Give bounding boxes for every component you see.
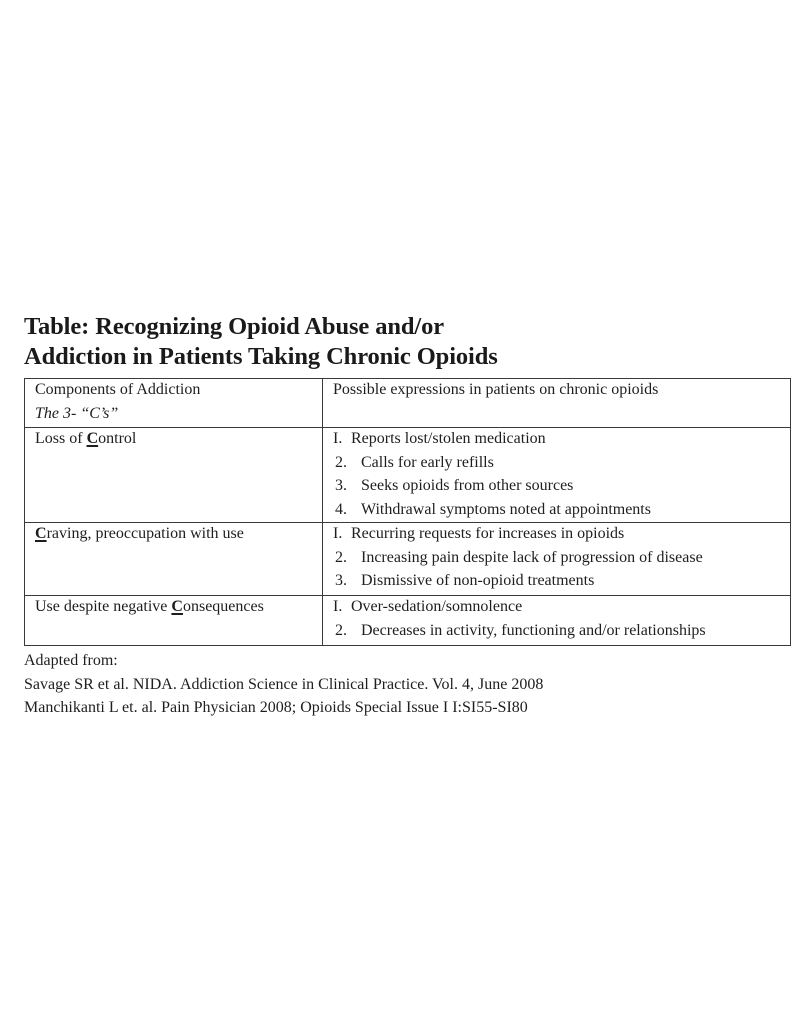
list-marker: 4. [335, 500, 347, 518]
list-marker: 2. [335, 548, 347, 566]
header-expressions [323, 379, 791, 428]
expression-text: Recurring requests for increases in opioids [351, 525, 625, 542]
header-components-label: Components of Addiction [35, 381, 201, 398]
component-key-letter: C [86, 430, 99, 447]
table-title-line-2: Addiction in Patients Taking Chronic Opioids [24, 343, 498, 370]
component-label [35, 428, 322, 452]
list-marker: 3. [335, 572, 347, 589]
list-marker: 2. [335, 453, 347, 471]
list-marker: I. [333, 598, 343, 615]
table-header-row [25, 379, 791, 428]
header-three-cs: The 3- “C’s” [35, 404, 119, 422]
component-key-letter: C [35, 525, 47, 542]
expressions-cell [323, 523, 791, 596]
expression-text: Calls for early refills [361, 453, 494, 471]
list-marker: I. [333, 430, 343, 447]
table-row-craving [25, 523, 791, 596]
component-cell [25, 523, 323, 596]
component-prefix: Loss of [35, 430, 87, 447]
addiction-table [24, 378, 791, 646]
expression-item [333, 499, 790, 523]
expression-item [333, 596, 790, 620]
expressions-cell [323, 596, 791, 646]
expression-text: Dismissive of non-opioid treatments [361, 572, 595, 589]
reference-item: Manchikanti L et. al. Pain Physician 2008; Opioids Special Issue I I:SI55-SI80 [24, 699, 528, 716]
component-suffix: raving, preoccupation with use [46, 525, 244, 542]
expression-text: Reports lost/stolen medication [351, 430, 546, 447]
references-heading: Adapted from: [24, 652, 118, 669]
component-label [35, 596, 322, 620]
expression-text: Withdrawal symptoms noted at appointments [361, 500, 651, 518]
table-row-loss-of-control [25, 428, 791, 523]
reference-item: Savage SR et al. NIDA. Addiction Science in Clinical Practice. Vol. 4, June 2008 [24, 675, 544, 693]
list-marker: 3. [335, 477, 347, 494]
component-label [35, 523, 322, 547]
list-marker: 2. [335, 621, 347, 639]
expression-text: Increasing pain despite lack of progression of disease [361, 548, 703, 566]
references [24, 649, 543, 720]
table-row-consequences [25, 596, 791, 646]
expression-item [333, 475, 790, 499]
list-marker: I. [333, 525, 343, 542]
expression-text: Seeks opioids from other sources [361, 477, 574, 494]
component-key-letter: C [171, 598, 183, 615]
component-prefix: Use despite negative [35, 598, 172, 615]
expression-item [333, 547, 790, 571]
table-title [24, 312, 784, 372]
table-title-line-1: Table: Recognizing Opioid Abuse and/or [24, 313, 445, 340]
expression-text: Decreases in activity, functioning and/or relationships [361, 621, 706, 639]
header-components [25, 379, 323, 428]
expression-item [333, 620, 790, 644]
expression-item [333, 428, 790, 452]
header-expressions-label: Possible expressions in patients on chronic opioids [333, 381, 659, 398]
component-suffix: ontrol [98, 430, 137, 447]
component-suffix: onsequences [182, 598, 264, 615]
component-cell [25, 596, 323, 646]
expressions-cell [323, 428, 791, 523]
expression-item [333, 523, 790, 547]
expression-item [333, 570, 790, 594]
expression-text: Over-sedation/somnolence [351, 598, 523, 615]
component-cell [25, 428, 323, 523]
expression-item [333, 452, 790, 476]
